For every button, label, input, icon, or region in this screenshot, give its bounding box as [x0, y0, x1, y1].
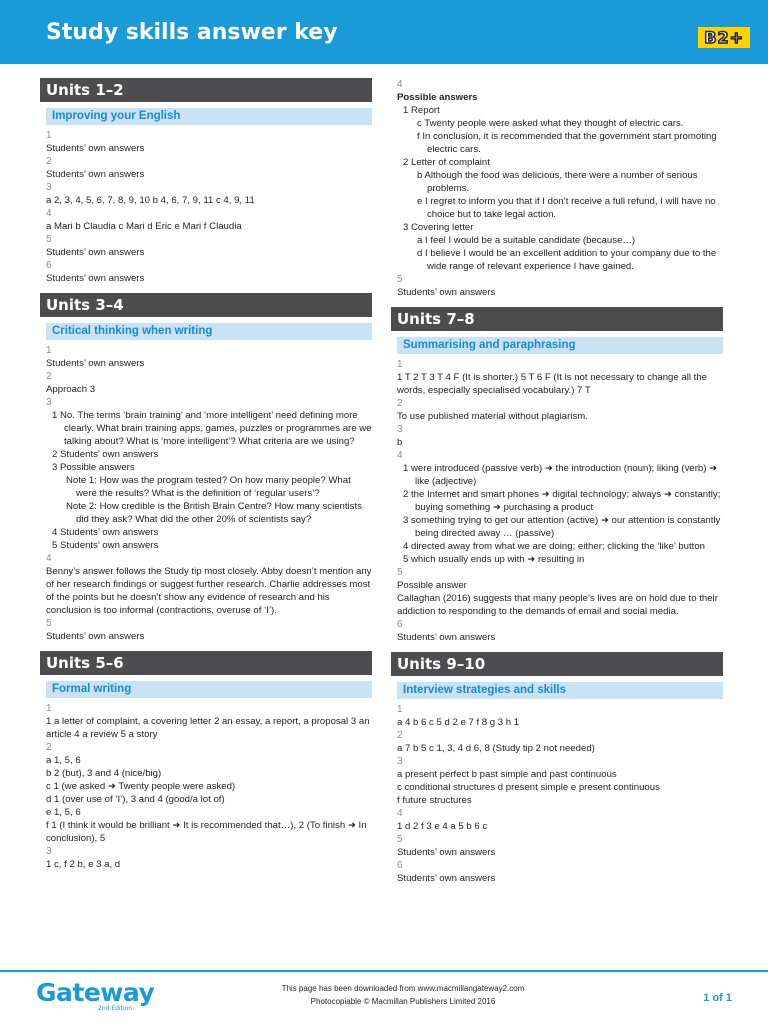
- answer-text: Possible answer: [397, 580, 467, 591]
- answer-text: To use published material without plagiarism.: [397, 411, 588, 422]
- copyright-notice: Photocopiable © Macmillan Publishers Limited 2016: [310, 997, 496, 1006]
- answer-text: Students’ own answers: [46, 143, 145, 154]
- exercise-number: 2: [46, 156, 52, 167]
- unit-heading: Units 7–8: [391, 307, 723, 331]
- answer-note: b Although the food was delicious, there were a number of serious problems.: [417, 170, 698, 194]
- answer-note: e I regret to inform you that if I don’t receive a full refund, I will have no choice but to take legal action.: [417, 196, 716, 220]
- exercise-number: 6: [46, 260, 52, 271]
- exercise-number: 5: [397, 834, 403, 845]
- answer-heading: Possible answers: [397, 92, 478, 103]
- answer-item: 2 the Internet and smart phones ➜ digital technology; always ➜ constantly; buying something ➜ purchasing a product: [403, 489, 721, 513]
- answer-text: Students’ own answers: [46, 169, 145, 180]
- answer-text: a Mari b Claudia c Mari d Eric e Mari f Claudia: [46, 221, 242, 232]
- exercise-number: 2: [46, 371, 52, 382]
- answer-text: Students’ own answers: [46, 273, 145, 284]
- answer-text: Students’ own answers: [46, 247, 145, 258]
- answer-text: b: [397, 437, 403, 448]
- answer-item: 5 which usually ends up with ➜ resulting in: [403, 554, 585, 565]
- exercise-number: 3: [397, 756, 403, 767]
- answer-text: Students’ own answers: [397, 873, 496, 884]
- exercise-number: 1: [46, 130, 52, 141]
- answer-text: d 1 (over use of ‘I’), 3 and 4 (good/a lot of): [46, 794, 225, 805]
- answer-item: 3 something trying to get our attention (active) ➜ our attention is constantly being directed away … (passive): [403, 515, 721, 539]
- answer-item: 1 were introduced (passive verb) ➜ the introduction (noun); liking (verb) ➜ like (adjective): [403, 463, 718, 487]
- unit-heading: Units 5–6: [40, 651, 372, 675]
- section-heading: Summarising and paraphrasing: [397, 337, 723, 354]
- section-heading: Critical thinking when writing: [46, 323, 372, 340]
- right-column: [391, 78, 723, 885]
- answer-text: 1 d 2 f 3 e 4 a 5 b 6 c: [397, 821, 488, 832]
- answer-text: a 2, 3, 4, 5, 6, 7, 8, 9, 10 b 4, 6, 7, 9, 11 c 4, 9, 11: [46, 195, 255, 206]
- answer-text: Approach 3: [46, 384, 96, 395]
- header-bar: [0, 0, 768, 64]
- exercise-number: 6: [397, 619, 403, 630]
- page-number: 1 of 1: [703, 992, 732, 1004]
- answer-text: a present perfect b past simple and past continuous: [397, 769, 617, 780]
- answer-text: Students’ own answers: [46, 631, 145, 642]
- section-heading: Improving your English: [46, 108, 372, 125]
- answer-text: Students’ own answers: [397, 287, 496, 298]
- answer-text: 1 T 2 T 3 T 4 F (It is shorter.) 5 T 6 F (It is not necessary to change all the words, especially specialised vocabulary.) 7 T: [397, 372, 707, 396]
- exercise-number: 1: [397, 704, 403, 715]
- exercise-number: 2: [397, 730, 403, 741]
- exercise-number: 2: [46, 742, 52, 753]
- exercise-number: 3: [397, 424, 403, 435]
- answer-note: d I believe I would be an excellent addition to your company due to the wide range of relevant experience I have gained.: [417, 248, 717, 272]
- level-badge: B2+: [698, 27, 750, 48]
- answer-text: c 1 (we asked ➜ Twenty people were asked): [46, 781, 236, 792]
- answer-note: f In conclusion, it is recommended that the government start promoting electric cars.: [417, 131, 717, 155]
- answer-text: a 4 b 6 c 5 d 2 e 7 f 8 g 3 h 1: [397, 717, 520, 728]
- exercise-number: 4: [397, 450, 403, 461]
- exercise-number: 4: [46, 553, 52, 564]
- exercise-number: 2: [397, 398, 403, 409]
- answer-note: a I feel I would be a suitable candidate (because…): [417, 235, 636, 246]
- answer-text: Students’ own answers: [397, 632, 496, 643]
- left-column: [40, 78, 372, 871]
- exercise-number: 5: [397, 274, 403, 285]
- answer-text: a 1, 5, 6: [46, 755, 81, 766]
- exercise-number: 5: [46, 234, 52, 245]
- footer-divider: [0, 970, 768, 972]
- exercise-number: 1: [46, 345, 52, 356]
- unit-heading: Units 3–4: [40, 293, 372, 317]
- answer-text: 1 a letter of complaint, a covering letter 2 an essay, a report, a proposal 3 an article 4 a review 5 a story: [46, 716, 370, 740]
- exercise-number: 3: [46, 846, 52, 857]
- answer-item: 1 No. The terms ‘brain training’ and ‘more intelligent’ need defining more clearly. What brain training apps, games, puzzles or programmes are we talking about? What is ‘more intelligent’? What criteria are we using?: [52, 410, 372, 447]
- answer-text: a 7 b 5 c 1, 3, 4 d 6, 8 (Study tip 2 not needed): [397, 743, 595, 754]
- answer-text: Benny’s answer follows the Study tip most closely. Abby doesn’t mention any of her research findings or suggest further research. Charlie addresses most of the points but he doesn’t show any evidence of research and his conclusion is too informal (contractions, overuse of ‘I’).: [46, 566, 372, 616]
- answer-text: c conditional structures d present simple e present continuous: [397, 782, 660, 793]
- exercise-number: 4: [397, 808, 403, 819]
- exercise-number: 3: [46, 397, 52, 408]
- answer-item: 3 Possible answers: [52, 462, 135, 473]
- answer-text: b 2 (but), 3 and 4 (nice/big): [46, 768, 162, 779]
- answer-item: 5 Students’ own answers: [52, 540, 159, 551]
- download-notice: This page has been downloaded from www.macmillangateway2.com: [281, 984, 525, 993]
- exercise-number: 6: [397, 860, 403, 871]
- exercise-number: 4: [46, 208, 52, 219]
- answer-text: 1 c, f 2 b, e 3 a, d: [46, 859, 121, 870]
- answer-note: Note 2: How credible is the British Brain Centre? How many scientists did they ask? What did the other 20% of scientists say?: [66, 501, 362, 525]
- answer-text: e 1, 5, 6: [46, 807, 81, 818]
- answer-text: Callaghan (2016) suggests that many people’s lives are on hold due to their addiction to responding to the demands of email and social media.: [397, 593, 718, 617]
- page-title: Study skills answer key: [46, 20, 338, 45]
- answer-item: 1 Report: [403, 105, 440, 116]
- section-heading: Interview strategies and skills: [397, 682, 723, 699]
- answer-note: Note 1: How was the program tested? On how many people? What were the results? What is the definition of ‘regular users’?: [66, 475, 351, 499]
- gateway-logo: Gateway: [36, 978, 155, 1007]
- unit-heading: Units 9–10: [391, 652, 723, 676]
- unit-heading: Units 1–2: [40, 78, 372, 102]
- exercise-number: 3: [46, 182, 52, 193]
- exercise-number: 1: [46, 703, 52, 714]
- answer-text: f 1 (I think it would be brilliant ➜ It is recommended that…), 2 (To finish ➜ In conclusion), 5: [46, 820, 367, 844]
- answer-item: 3 Covering letter: [403, 222, 474, 233]
- exercise-number: 1: [397, 359, 403, 370]
- answer-text: Students’ own answers: [46, 358, 145, 369]
- answer-note: c Twenty people were asked what they thought of electric cars.: [417, 118, 684, 129]
- answer-text: Students’ own answers: [397, 847, 496, 858]
- exercise-number: 5: [46, 618, 52, 629]
- section-heading: Formal writing: [46, 681, 372, 698]
- exercise-number: 5: [397, 567, 403, 578]
- answer-item: 2 Letter of complaint: [403, 157, 490, 168]
- answer-item: 4 Students’ own answers: [52, 527, 159, 538]
- exercise-number: 4: [397, 79, 403, 90]
- logo-edition: 2nd Edition: [98, 1005, 133, 1012]
- answer-text: f future structures: [397, 795, 472, 806]
- answer-item: 2 Students’ own answers: [52, 449, 159, 460]
- answer-item: 4 directed away from what we are doing; either; clicking the ‘like’ button: [403, 541, 706, 552]
